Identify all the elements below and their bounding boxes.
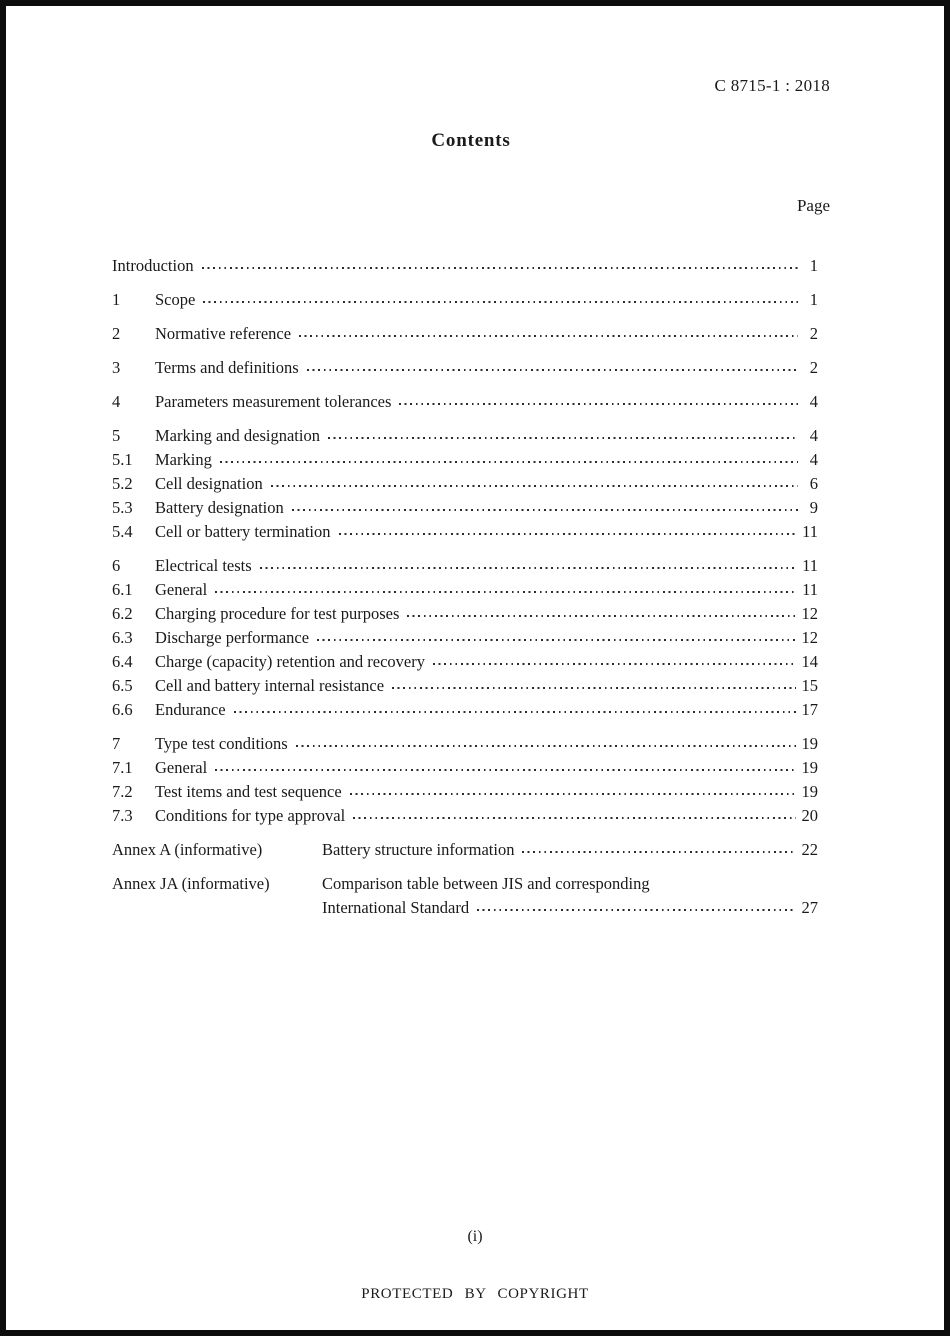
dot-leader <box>407 615 795 617</box>
toc-entry-number: 5.2 <box>112 474 133 493</box>
toc-entry-title: Charge (capacity) retention and recovery <box>155 652 425 671</box>
dot-leader <box>203 301 798 303</box>
dot-leader <box>220 461 798 463</box>
footer-page-number: (i) <box>467 1228 483 1245</box>
toc-entry <box>112 804 818 828</box>
toc-entry-title: Type test conditions <box>155 734 288 753</box>
annex-title-line <box>322 896 818 920</box>
annex-label: Annex A (informative) <box>112 840 263 859</box>
annex-page: 22 <box>801 840 818 859</box>
copyright-notice: PROTECTED BY COPYRIGHT <box>361 1286 589 1302</box>
annex-entry <box>112 838 818 862</box>
toc-group <box>112 254 818 278</box>
toc-entry <box>112 602 818 626</box>
toc-entry-title: Endurance <box>155 700 226 719</box>
toc-entry-page: 11 <box>802 580 818 599</box>
dot-leader <box>260 567 796 569</box>
toc-entry-title: Marking and designation <box>155 426 320 445</box>
toc-entry-number: 7.2 <box>112 782 133 801</box>
toc-entry-number: 6.3 <box>112 628 133 647</box>
toc-entry-number: 5 <box>112 426 121 445</box>
toc-entry <box>112 448 818 472</box>
toc-entry-number: 7 <box>112 734 121 753</box>
toc-entry-page: 1 <box>809 290 818 309</box>
toc-group <box>112 554 818 722</box>
toc-entry-page: 17 <box>801 700 818 719</box>
toc-entry-number: 6.1 <box>112 580 133 599</box>
annex-page: 27 <box>801 898 818 917</box>
toc-entry <box>112 390 818 414</box>
toc-group <box>112 424 818 544</box>
annex-title <box>322 872 818 920</box>
toc-entry-number: 6.4 <box>112 652 133 671</box>
toc-entry-page: 19 <box>801 782 818 801</box>
toc-entry <box>112 756 818 780</box>
page-column-label: Page <box>796 196 830 215</box>
dot-leader <box>350 793 796 795</box>
toc-entry <box>112 698 818 722</box>
dot-leader <box>307 369 798 371</box>
toc-entry-page: 4 <box>809 426 818 445</box>
annex-entry <box>112 872 818 920</box>
toc-entry <box>112 424 818 448</box>
toc-group <box>112 732 818 828</box>
toc-entry-title: Cell and battery internal resistance <box>155 676 385 695</box>
toc-entry-page: 11 <box>802 556 818 575</box>
toc-entry-number: 1 <box>112 290 121 309</box>
toc-entry-number: 6.2 <box>112 604 133 623</box>
contents-heading: Contents <box>431 130 511 151</box>
toc-entry <box>112 780 818 804</box>
toc-entry-number: 2 <box>112 324 121 343</box>
toc-entry <box>112 732 818 756</box>
toc-entry <box>112 288 818 312</box>
dot-leader <box>271 485 798 487</box>
toc-entry-title: Battery designation <box>155 498 284 517</box>
dot-leader <box>339 533 797 535</box>
toc-entry-number: 7.3 <box>112 806 133 825</box>
toc-entry <box>112 626 818 650</box>
dot-leader <box>328 437 798 439</box>
toc-entry-page: 14 <box>801 652 818 671</box>
toc-entry <box>112 496 818 520</box>
toc-entry-page: 20 <box>801 806 818 825</box>
toc-entry <box>112 254 818 278</box>
annex-group <box>112 872 818 920</box>
annex-title <box>322 838 818 862</box>
toc-entry <box>112 650 818 674</box>
toc-group <box>112 322 818 346</box>
dot-leader <box>296 745 796 747</box>
toc-entry-title: Conditions for type approval <box>155 806 346 825</box>
dot-leader <box>292 509 798 511</box>
annex-title-text: International Standard <box>322 898 470 917</box>
dot-leader <box>399 403 798 405</box>
toc-entry-number: 6.5 <box>112 676 133 695</box>
toc-entry-number: 5.1 <box>112 450 133 469</box>
toc-entry-page: 12 <box>801 604 818 623</box>
toc-entry-title: Charging procedure for test purposes <box>155 604 400 623</box>
toc-entry <box>112 554 818 578</box>
toc-entry <box>112 674 818 698</box>
toc-group <box>112 390 818 414</box>
page-content <box>6 6 944 920</box>
toc-entry-title: Introduction <box>112 256 194 275</box>
annex-title-text: Comparison table between JIS and corresponding <box>322 874 650 893</box>
dot-leader <box>317 639 795 641</box>
dot-leader <box>215 769 795 771</box>
dot-leader <box>299 335 798 337</box>
toc-entry-number: 5.4 <box>112 522 133 541</box>
toc-entry-title: Discharge performance <box>155 628 310 647</box>
toc-entry-number: 4 <box>112 392 121 411</box>
dot-leader <box>215 591 796 593</box>
toc-entry-page: 6 <box>809 474 818 493</box>
toc-entry-title: Test items and test sequence <box>155 782 342 801</box>
toc-entry-page: 9 <box>809 498 818 517</box>
toc-entry-number: 5.3 <box>112 498 133 517</box>
toc-entry-page: 19 <box>801 758 818 777</box>
toc-entry-title: General <box>155 758 208 777</box>
toc-group <box>112 356 818 380</box>
table-of-contents <box>112 254 830 920</box>
dot-leader <box>202 267 798 269</box>
annex-group <box>112 838 818 862</box>
toc-entry-page: 4 <box>809 392 818 411</box>
annex-label: Annex JA (informative) <box>112 874 270 893</box>
document-code: C 8715-1 : 2018 <box>714 76 830 95</box>
toc-entry-page: 12 <box>801 628 818 647</box>
toc-entry-number: 7.1 <box>112 758 133 777</box>
annex-title-text: Battery structure information <box>322 840 515 859</box>
toc-entry <box>112 356 818 380</box>
toc-entry-number: 3 <box>112 358 121 377</box>
dot-leader <box>477 909 795 911</box>
annex-title-line <box>322 838 818 862</box>
toc-entry <box>112 578 818 602</box>
toc-entry-title: Electrical tests <box>155 556 252 575</box>
toc-entry-title: Terms and definitions <box>155 358 299 377</box>
toc-entry <box>112 520 818 544</box>
toc-entry-title: Cell designation <box>155 474 263 493</box>
toc-entry-title: Scope <box>155 290 196 309</box>
toc-entry-number: 6.6 <box>112 700 133 719</box>
toc-entry-number: 6 <box>112 556 121 575</box>
dot-leader <box>234 711 796 713</box>
toc-entry-page: 19 <box>801 734 818 753</box>
toc-group <box>112 288 818 312</box>
dot-leader <box>433 663 796 665</box>
toc-entry-page: 11 <box>802 522 818 541</box>
toc-entry-page: 2 <box>809 358 818 377</box>
toc-entry-title: Normative reference <box>155 324 292 343</box>
toc-entry-page: 4 <box>809 450 818 469</box>
toc-entry-page: 2 <box>809 324 818 343</box>
toc-entry-title: Marking <box>155 450 212 469</box>
toc-entry-title: General <box>155 580 208 599</box>
toc-entry <box>112 322 818 346</box>
dot-leader <box>522 851 795 853</box>
toc-entry-title: Parameters measurement tolerances <box>155 392 392 411</box>
toc-entry <box>112 472 818 496</box>
toc-entry-title: Cell or battery termination <box>155 522 331 541</box>
annex-title-line <box>322 872 818 896</box>
toc-entry-page: 15 <box>801 676 818 695</box>
dot-leader <box>353 817 795 819</box>
toc-entry-page: 1 <box>809 256 818 275</box>
dot-leader <box>392 687 795 689</box>
